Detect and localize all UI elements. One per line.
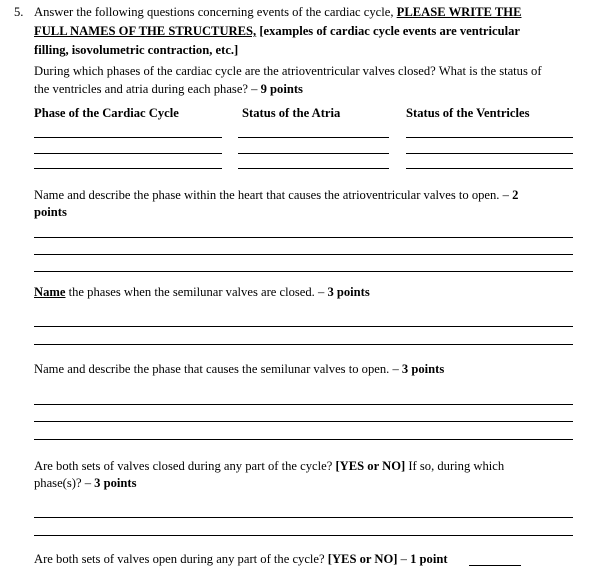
part5-yes-no: [YES or NO] — [335, 459, 406, 473]
column-header-phase: Phase of the Cardiac Cycle — [34, 106, 179, 120]
part3-prompt — [34, 283, 370, 301]
answer-line-ventricles-2[interactable] — [406, 153, 573, 154]
answer-line-part2-1[interactable] — [34, 237, 573, 238]
part5-prompt-line2 — [34, 474, 137, 492]
intro-text: Answer the following questions concerning events of the cardiac cycle, — [34, 5, 394, 19]
part1-prompt-line1: During which phases of the cardiac cycle are the atrioventricular valves closed? What is the status of — [34, 64, 542, 78]
intro-emphasis-a: PLEASE WRITE THE — [396, 5, 522, 19]
answer-line-atria-3[interactable] — [238, 168, 389, 169]
part5-prompt-text-b: If so, during which — [408, 459, 505, 473]
part3-points: 3 points — [327, 285, 370, 299]
answer-line-part4-1[interactable] — [34, 404, 573, 405]
answer-line-atria-2[interactable] — [238, 153, 389, 154]
answer-line-part5-1[interactable] — [34, 517, 573, 518]
answer-line-part2-3[interactable] — [34, 271, 573, 272]
part3-name-word: Name — [34, 285, 66, 299]
part6-dash: – — [400, 552, 407, 566]
column-header-ventricles: Status of the Ventricles — [406, 106, 530, 120]
question-intro-line2 — [34, 22, 520, 40]
answer-line-phase-2[interactable] — [34, 153, 222, 154]
part6-points: 1 point — [410, 552, 448, 566]
intro-emphasis-b: FULL NAMES OF THE STRUCTURES, — [34, 24, 257, 38]
intro-examples-a: [examples of cardiac cycle events are ventricular — [259, 24, 520, 38]
part5-prompt-text-a: Are both sets of valves closed during any part of the cycle? — [34, 459, 333, 473]
part5-prompt-line1 — [34, 457, 504, 475]
part1-prompt-text: the ventricles and atria during each phase? – — [34, 82, 258, 96]
part1-points: 9 points — [260, 82, 303, 96]
answer-line-part6[interactable] — [469, 565, 521, 566]
column-header-atria: Status of the Atria — [242, 106, 341, 120]
part6-yes-no: [YES or NO] — [327, 552, 398, 566]
question-number: 5. — [14, 5, 24, 19]
question-intro-line1 — [34, 3, 521, 21]
answer-line-atria-1[interactable] — [238, 137, 389, 138]
answer-line-part3-2[interactable] — [34, 344, 573, 345]
answer-line-part3-1[interactable] — [34, 326, 573, 327]
part2-points-number: 2 — [512, 188, 519, 202]
part6-prompt — [34, 550, 448, 568]
part5-points: 3 points — [94, 476, 137, 490]
answer-line-phase-1[interactable] — [34, 137, 222, 138]
answer-line-part2-2[interactable] — [34, 254, 573, 255]
part2-points-word: points — [34, 205, 67, 219]
answer-line-phase-3[interactable] — [34, 168, 222, 169]
part3-prompt-text: the phases when the semilunar valves are closed. – — [68, 285, 325, 299]
part6-prompt-text: Are both sets of valves open during any part of the cycle? — [34, 552, 325, 566]
answer-line-ventricles-1[interactable] — [406, 137, 573, 138]
answer-line-part4-2[interactable] — [34, 421, 573, 422]
part1-prompt-line2 — [34, 80, 303, 98]
answer-line-ventricles-3[interactable] — [406, 168, 573, 169]
part4-prompt — [34, 360, 444, 378]
part2-prompt-text: Name and describe the phase within the heart that causes the atrioventricular valves to open. – — [34, 188, 509, 202]
part4-points: 3 points — [401, 362, 445, 376]
part2-prompt-line1 — [34, 186, 518, 204]
answer-line-part5-2[interactable] — [34, 535, 573, 536]
part5-prompt-text-c: phase(s)? – — [34, 476, 91, 490]
intro-examples-b: filling, isovolumetric contraction, etc.] — [34, 43, 239, 57]
part4-prompt-text: Name and describe the phase that causes the semilunar valves to open. – — [34, 362, 399, 376]
answer-line-part4-3[interactable] — [34, 439, 573, 440]
